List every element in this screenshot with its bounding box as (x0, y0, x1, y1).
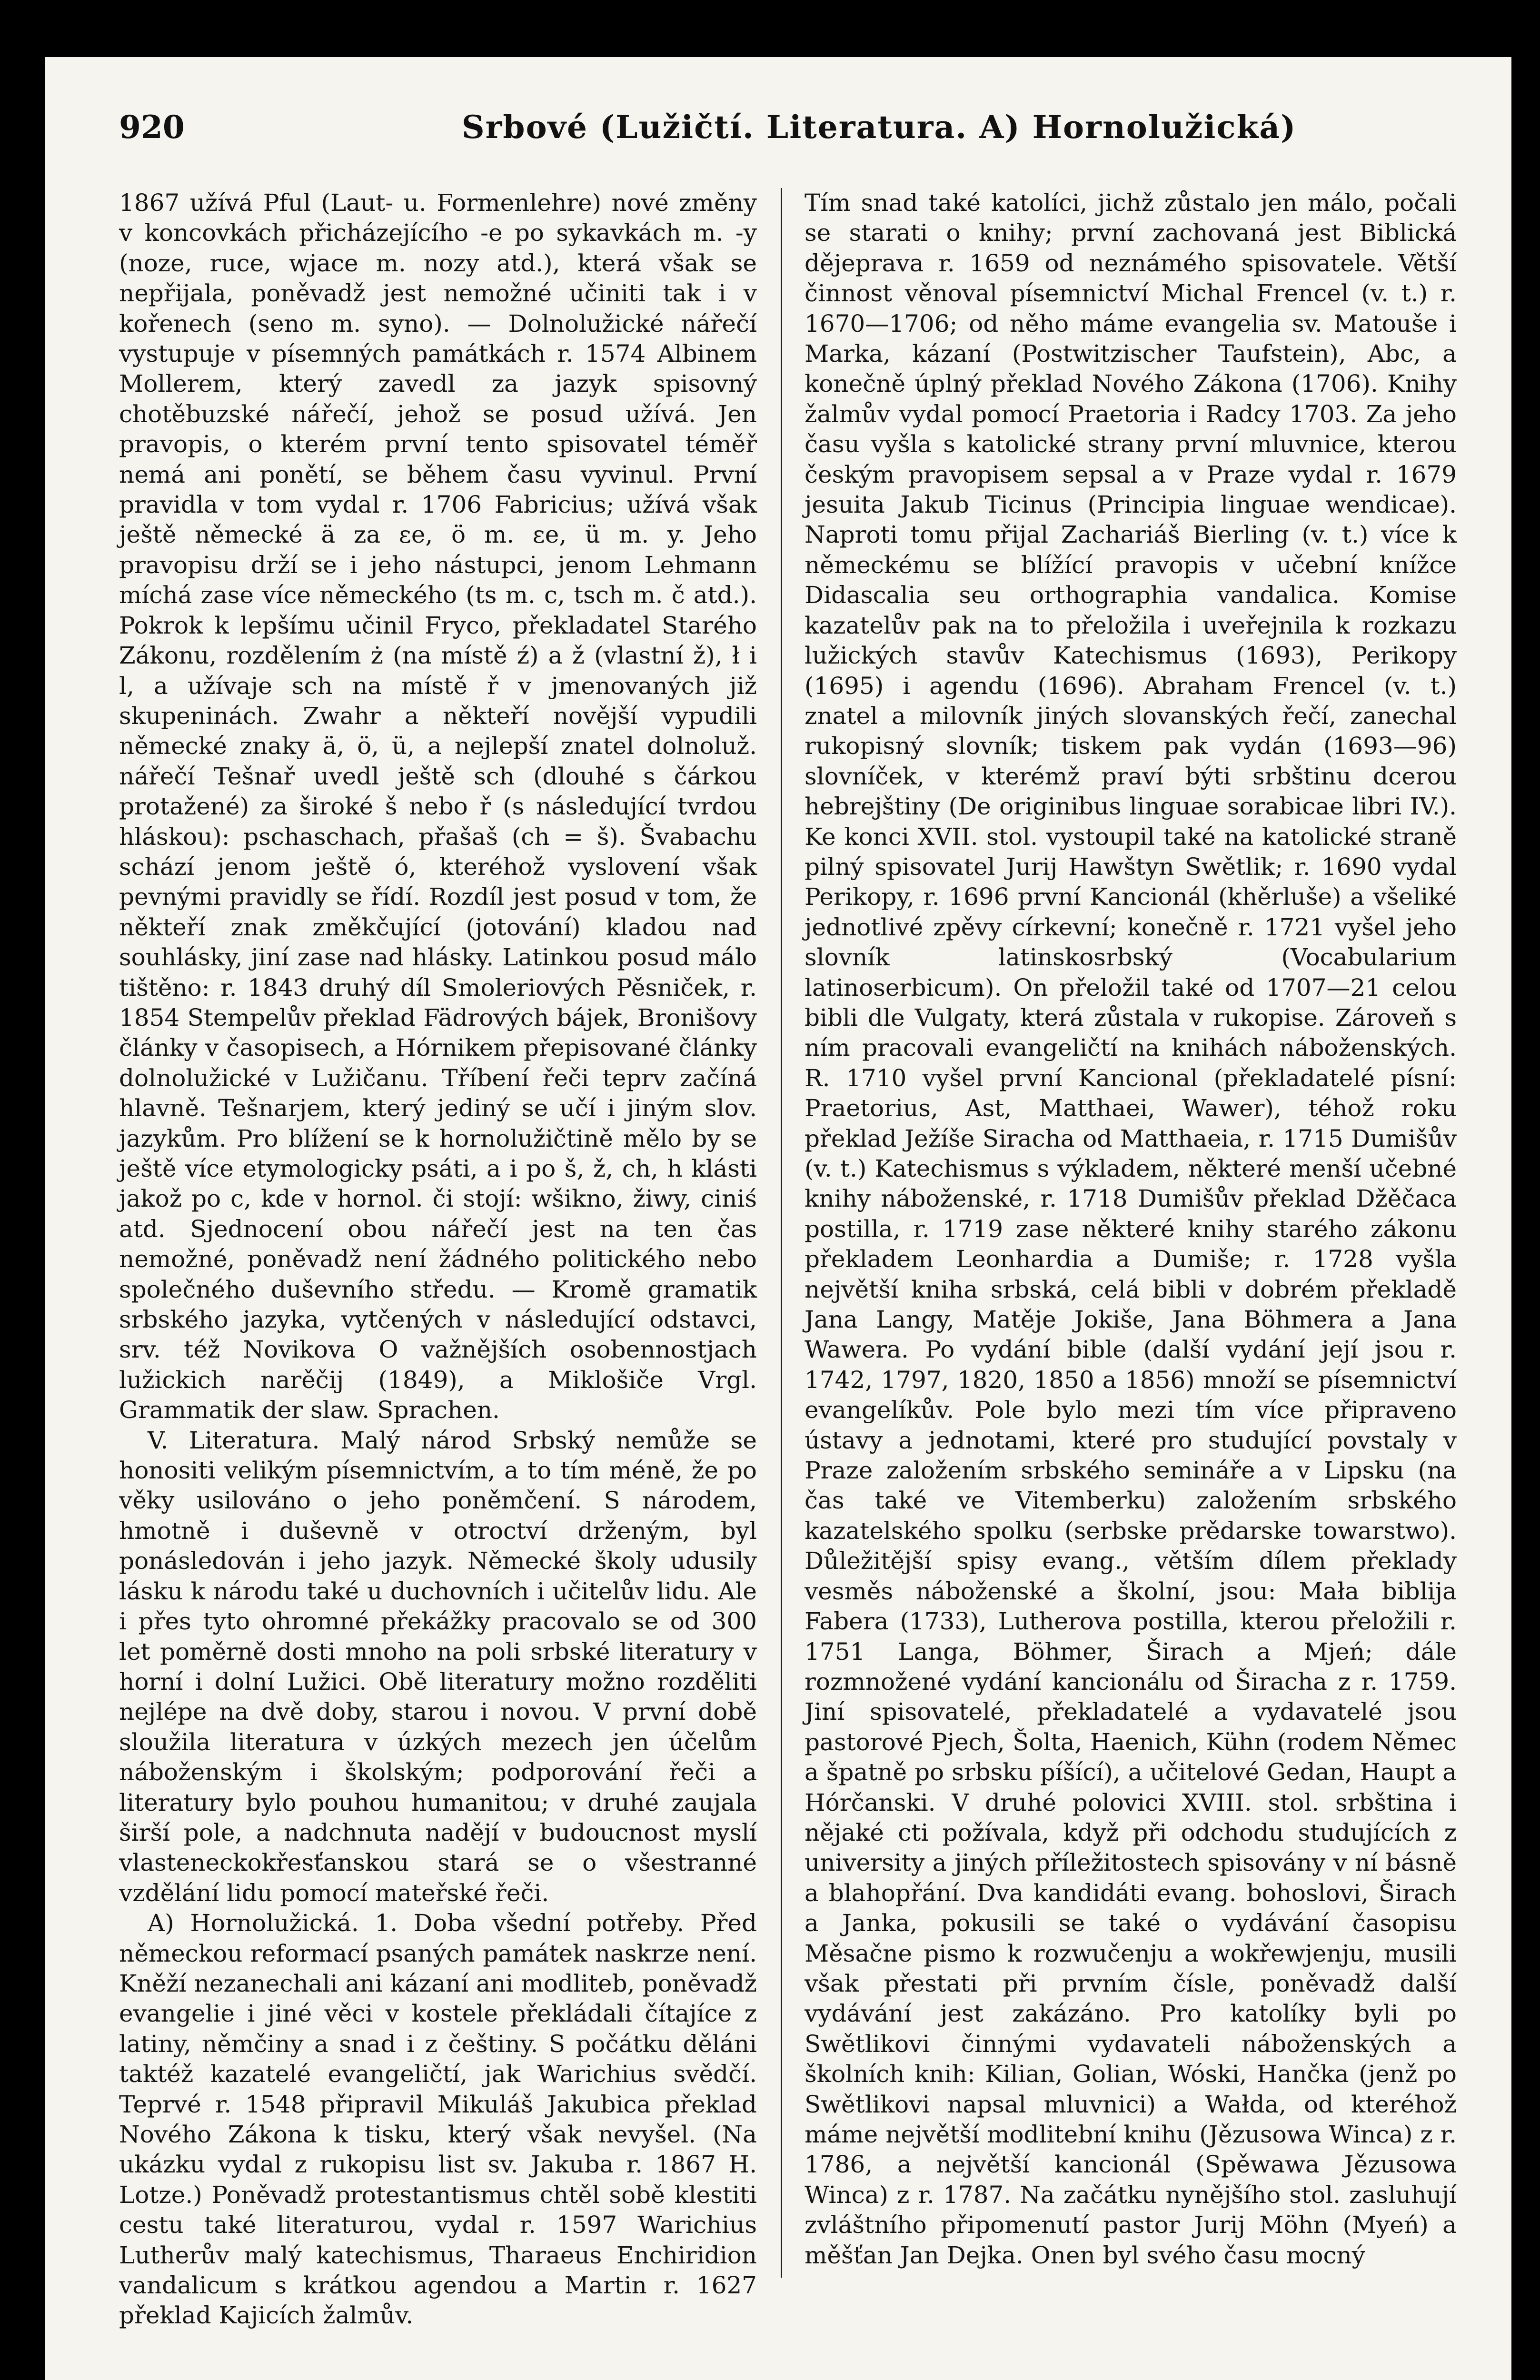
left-column (119, 188, 757, 2331)
scan-border-top (0, 0, 1540, 57)
running-title: Srbové (Lužičtí. Literatura. A) Hornolužická) (462, 109, 1297, 146)
paragraph: V. Literatura. Malý národ Srbský nemůže se honositi velikým písemnictvím, a to tím méně, že po věky usilováno o jeho poněmčení. S národem, hmotně i duševně v otroctví drženým, byl ponásledován i jeho jazyk. Německé školy udusily lásku k národu také u duchovních i učitelův lidu. Ale i přes tyto ohromné překážky pracovalo se od 300 let poměrně dosti mnoho na poli srbské literatury v horní i dolní Lužici. Obě literatury možno rozděliti nejlépe na dvě doby, starou i novou. V první době sloužila literatura v úzkých mezech jen účelům náboženským i školským; podporování řeči a literatury bylo pouhou humanitou; v druhé zaujala širší pole, a nadchnuta nadějí v budoucnost myslí vlasteneckokřesťanskou stará se o všestranné vzdělání lidu pomocí mateřské řeči. (119, 1426, 757, 1907)
scan-border-left (0, 0, 45, 2380)
page-header (119, 109, 1404, 151)
paragraph: A) Hornolužická. 1. Doba všední potřeby. Před německou reformací psaných památek naskrze není. Kněží nezanechali ani kázaní ani modliteb, poněvadž evangelie i jiné věci v kostele překládali čítajíce z latiny, němčiny a snad i z češtiny. S počátku děláni taktéž kazatelé evangeličtí, jak Warichius svědčí. Teprvé r. 1548 připravil Mikuláš Jakubica překlad Nového Zákona k tisku, který však nevyšel. (Na ukázku vydal z rukopisu list sv. Jakuba r. 1867 H. Lotze.) Poněvadž protestantismus chtěl sobě klestiti cestu také literaturou, vydal r. 1597 Warichius Lutherův malý katechismus, Tharaeus Enchiridion vandalicum s krátkou agendou a Martin r. 1627 překlad Kajicích žalmův. (119, 1909, 757, 2330)
right-column (805, 188, 1457, 2271)
page-number: 920 (119, 109, 185, 146)
scan-border-right (1511, 0, 1540, 2380)
paragraph: Tím snad také katolíci, jichž zůstalo jen málo, počali se starati o knihy; první zachovaná jest Biblická dějeprava r. 1659 od neznámého spisovatele. Větší činnost věnoval písemnictví Michal Frencel (v. t.) r. 1670—1706; od něho máme evangelia sv. Matouše i Marka, kázaní (Postwitzischer Taufstein), Abc, a konečně úplný překlad Nového Zákona (1706). Knihy žalmův vydal pomocí Praetoria i Radcy 1703. Za jeho času vyšla s katolické strany první mluvnice, kterou českým pravopisem sepsal a v Praze vydal r. 1679 jesuita Jakub Ticinus (Principia linguae wendicae). Naproti tomu přijal Zachariáš Bierling (v. t.) více k německému se blížící pravopis v učební knížce Didascalia seu orthographia vandalica. Komise kazatelův pak na to přeložila i uveřejnila k rozkazu lužických stavův Katechismus (1693), Perikopy (1695) i agendu (1696). Abraham Frencel (v. t.) znatel a milovník jiných slovanských řečí, zanechal rukopisný slovník; tiskem pak vydán (1693—96) slovníček, v kterémž praví býti srbštinu dcerou hebrejštiny (De originibus linguae sorabicae libri IV.). Ke konci XVII. stol. vystoupil také na katolické straně pilný spisovatel Jurij Hawštyn Swětlik; r. 1690 vydal Perikopy, r. 1696 první Kancionál (khěrluše) a všeliké jednotlivé zpěvy církevní; konečně r. 1721 vyšel jeho slovník latinskosrbský (Vocabularium latinoserbicum). On přeložil také od 1707—21 celou bibli dle Vulgaty, která zůstala v rukopise. Zároveň s ním pracovali evangeličtí na knihách náboženských. R. 1710 vyšel první Kancional (překladatelé písní: Praetorius, Ast, Matthaei, Wawer), téhož roku překlad Ježíše Siracha od Matthaeia, r. 1715 Dumišův (v. t.) Katechismus s výkladem, některé menší učebné knihy náboženské, r. 1718 Dumišův překlad Džěčaca postilla, r. 1719 zase některé knihy starého zákonu překladem Leonhardia a Dumiše; r. 1728 vyšla největší kniha srbská, celá bibli v dobrém překladě Jana Langy, Matěje Jokiše, Jana Böhmera a Jana Wawera. Po vydání bible (další vydání její jsou r. 1742, 1797, 1820, 1850 a 1856) množí se písemnictví evangelíkův. Pole bylo mezi tím více připraveno ústavy a jednotami, které pro studující povstaly v Praze založením srbského semináře a v Lipsku (na čas také ve Vitemberku) založením srbského kazatelského spolku (serbske prědarske towarstwo). Důležitější spisy evang., větším dílem překlady vesměs náboženské a školní, jsou: Mała biblija Fabera (1733), Lutherova postilla, kterou přeložili r. 1751 Langa, Böhmer, Širach a Mjeń; dále rozmnožené vydání kancionálu od Širacha z r. 1759. Jiní spisovatelé, překladatelé a vydavatelé jsou pastorové Pjech, Šolta, Haenich, Kühn (rodem Němec a špatně po srbsku píšící), a učitelové Gedan, Haupt a Hórčanski. V druhé polovici XVIII. stol. srbština i nějaké cti požívala, když při odchodu studujících z university a jiných příležitostech spisovány v ní básně a blahopřání. Dva kandidáti evang. bohoslovi, Širach a Janka, pokusili se také o vydávání časopisu Měsačne pismo k rozwučenju a wokřewjenju, musili však přestati při prvním čísle, poněvadž další vydávání jest zakázáno. Pro katolíky byli po Swětlikovi činnými vydavateli náboženských a školních knih: Kilian, Golian, Wóski, Hančka (jenž po Swětlikovi napsal mluvnici) a Wałda, od kteréhož máme největší modlitební knihu (Jězusowa Winca) z r. 1786, a největší kancionál (Spěwawa Jězusowa Winca) z r. 1787. Na začátku nynějšího stol. zasluhují zvláštního připomenutí pastor Jurij Möhn (Myeń) a měšťan Jan Dejka. Onen byl svého času mocný (805, 189, 1457, 2269)
column-divider (781, 188, 782, 2278)
paragraph: 1867 užívá Pful (Laut- u. Formenlehre) nové změny v koncovkách přicházejícího -e po sykavkách m. -y (noze, ruce, wjace m. nozy atd.), která však se nepřijala, poněvadž jest nemožné učiniti tak i v kořenech (seno m. syno). — Dolnolužické nářečí vystupuje v písemných památkách r. 1574 Albinem Mollerem, který zavedl za jazyk spisovný chotěbuzské nářečí, jehož se posud užívá. Jen pravopis, o kterém první tento spisovatel téměř nemá ani ponětí, se během času vyvinul. První pravidla v tom vydal r. 1706 Fabricius; užívá však ještě německé ä za ɛe, ö m. ɛe, ü m. y. Jeho pravopisu drží se i jeho nástupci, jenom Lehmann míchá zase více německého (ts m. c, tsch m. č atd.). Pokrok k lepšímu učinil Fryco, překladatel Starého Zákonu, rozdělením ż (na místě ź) a ž (vlastní ž), ł i l, a užívaje sch na místě ř v jmenovaných již skupeninách. Zwahr a někteří novější vypudili německé znaky ä, ö, ü, a nejlepší znatel dolnoluž. nářečí Tešnař uvedl ještě sch (dlouhé s čárkou protažené) za široké š nebo ř (s následující tvrdou hláskou): pschaschach, přašaš (ch = š). Švabachu schází jenom ještě ó, kteréhož vyslovení však pevnými pravidly se řídí. Rozdíl jest posud v tom, že někteří znak změkčující (jotování) kladou nad souhlásky, jiní zase nad hlásky. Latinkou posud málo tištěno: r. 1843 druhý díl Smoleriových Pěsniček, r. 1854 Stempelův překlad Fädrových bájek, Bronišovy články v časopisech, a Hórnikem přepisované články dolnolužické v Lužičanu. Tříbení řeči teprv začíná hlavně. Tešnarjem, který jediný se učí i jiným slov. jazykům. Pro blížení se k hornolužičtině mělo by se ještě více etymologicky psáti, a i po š, ž, ch, h klásti jakož po c, kde v hornol. či stojí: wšikno, žiwy, ciniś atd. Sjednocení obou nářečí jest na ten čas nemožné, poněvadž není žádného politického nebo společného duševního středu. — Kromě gramatik srbského jazyka, vytčených v následující odstavci, srv. též Novikova O važnějších osobennostjach lužickich narěčij (1849), a Miklošiče Vrgl. Grammatik der slaw. Sprachen. (119, 189, 757, 1424)
